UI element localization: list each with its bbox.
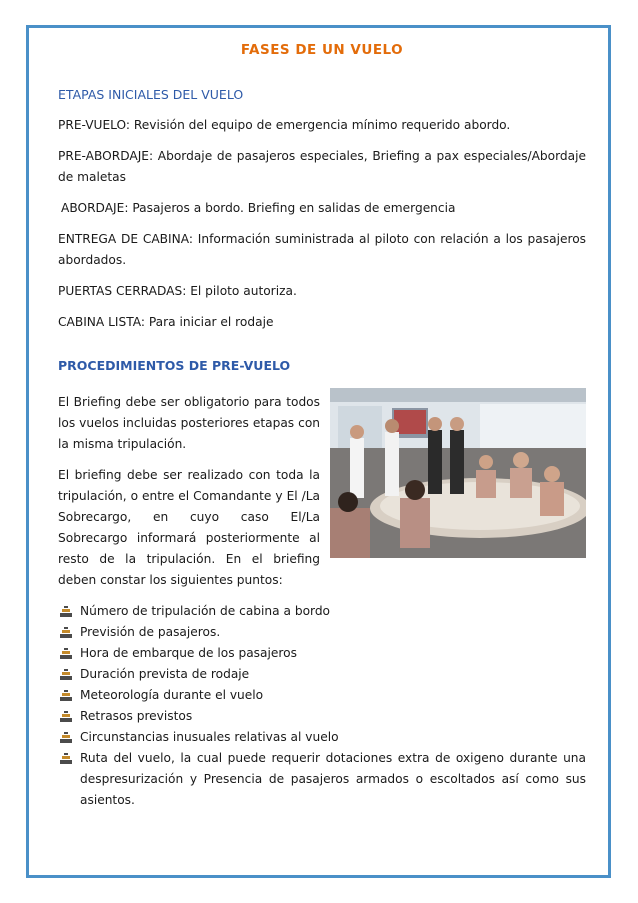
stage-label: PRE-ABORDAJE: (58, 149, 154, 163)
stage-entrega-cabina (58, 229, 586, 271)
list-item (58, 748, 586, 811)
list-item (58, 601, 586, 622)
list-item (58, 706, 586, 727)
list-item (58, 622, 586, 643)
page-title: FASES DE UN VUELO (240, 42, 404, 58)
stage-label: ENTREGA DE CABINA: (58, 232, 193, 246)
briefing-points-list (58, 601, 586, 811)
stage-label: ABORDAJE: (61, 201, 129, 215)
stage-text: Abordaje de pasajeros especiales, Briefing a pax especiales/Abordaje de maletas (58, 149, 586, 184)
stage-pre-vuelo (58, 115, 586, 136)
bullet-icon (60, 690, 72, 701)
bullet-icon (60, 732, 72, 743)
stage-puertas-cerradas (58, 281, 586, 302)
stage-text: Para iniciar el rodaje (148, 315, 274, 329)
list-item-text: Meteorología durante el vuelo (80, 688, 264, 702)
bullet-icon (60, 711, 72, 722)
crew-briefing-photo (330, 388, 586, 558)
stage-text: Información suministrada al piloto con relación a los pasajeros abordados. (58, 232, 586, 267)
stage-text: Pasajeros a bordo. Briefing en salidas de emergencia (132, 201, 456, 215)
stage-abordaje (58, 198, 586, 219)
bullet-icon (60, 627, 72, 638)
stage-pre-abordaje (58, 146, 586, 188)
list-item-text: Circunstancias inusuales relativas al vuelo (80, 730, 339, 744)
procedures-block (58, 392, 586, 591)
list-item-text: Hora de embarque de los pasajeros (80, 646, 297, 660)
list-item (58, 664, 586, 685)
bullet-icon (60, 753, 72, 764)
list-item (58, 685, 586, 706)
bullet-icon (60, 648, 72, 659)
list-item-text: Retrasos previstos (80, 709, 193, 723)
stage-label: CABINA LISTA: (58, 315, 145, 329)
stage-label: PUERTAS CERRADAS: (58, 284, 187, 298)
stage-text: Revisión del equipo de emergencia mínimo requerido abordo. (133, 118, 511, 132)
photo-illustration (330, 388, 586, 558)
procedures-text (58, 392, 320, 591)
paragraph-briefing-mandatory: El Briefing debe ser obligatorio para todos los vuelos incluidas posteriores etapas con la misma tripulación. (58, 395, 320, 451)
list-item (58, 643, 586, 664)
list-item-text: Previsión de pasajeros. (80, 625, 221, 639)
stage-label: PRE-VUELO: (58, 118, 130, 132)
list-item-text: Número de tripulación de cabina a bordo (80, 604, 331, 618)
subtitle: ETAPAS INICIALES DEL VUELO (58, 87, 244, 102)
list-item-text: Duración prevista de rodaje (80, 667, 250, 681)
bullet-icon (60, 669, 72, 680)
document-body (58, 40, 586, 811)
list-item-text: Ruta del vuelo, la cual puede requerir dotaciones extra de oxigeno durante una despresurización y Presencia de pasajeros armados o escoltados así como sus asientos. (80, 751, 586, 807)
bullet-icon (60, 606, 72, 617)
stage-cabina-lista (58, 312, 586, 333)
paragraph-briefing-crew: El briefing debe ser realizado con toda la tripulación, o entre el Comandante y El /La Sobrecargo, en cuyo caso El/La Sobrecargo informará posteriormente al resto de la tripulación. En el briefing deben constar los siguientes puntos: (58, 468, 320, 587)
stage-text: El piloto autoriza. (190, 284, 297, 298)
section-title: PROCEDIMIENTOS DE PRE-VUELO (58, 358, 291, 373)
list-item (58, 727, 586, 748)
